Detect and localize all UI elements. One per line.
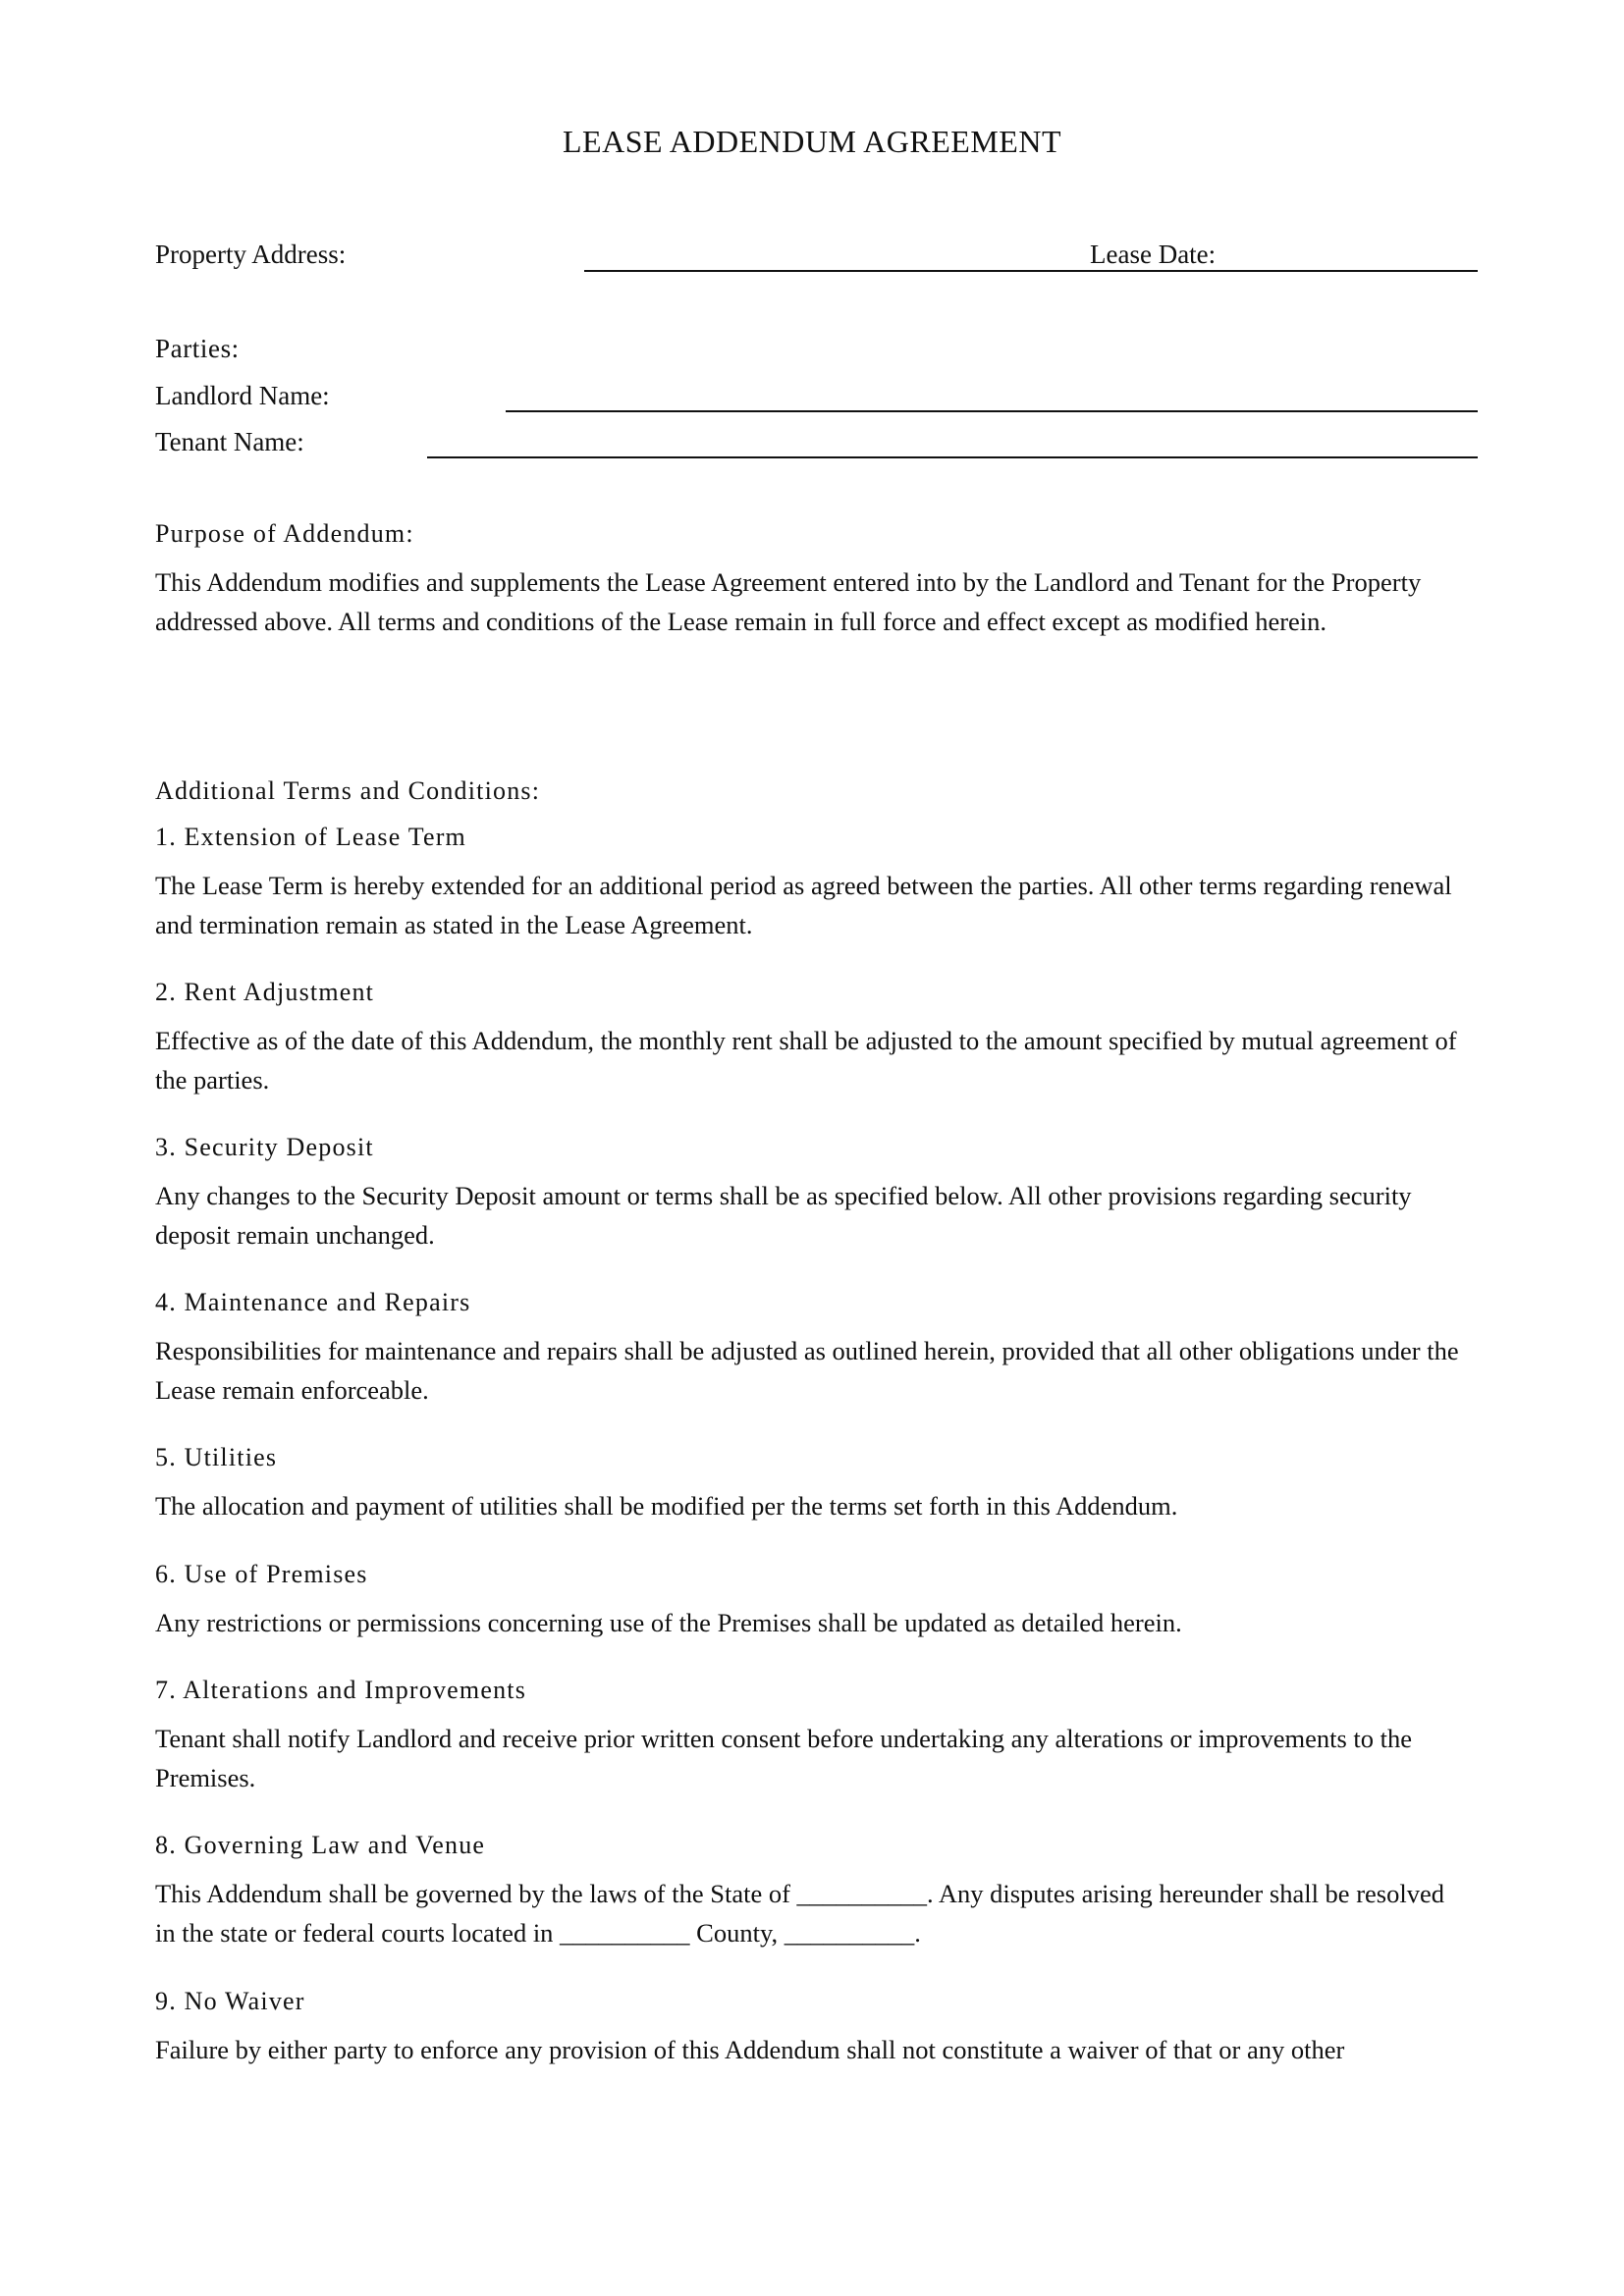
- section-heading: 6. Use of Premises: [155, 1560, 368, 1588]
- section-text: This Addendum shall be governed by the laws of the State of __________. Any disputes arising hereunder shall be resolved in the state or federal courts located in __________ County, __________.: [155, 1879, 1444, 1948]
- tenant-name-line[interactable]: [427, 456, 1478, 458]
- property-address-line[interactable]: [584, 270, 1478, 272]
- section-text: Failure by either party to enforce any provision of this Addendum shall not constitute a waiver of that or any other: [155, 2035, 1345, 2064]
- section-heading: 3. Security Deposit: [155, 1133, 374, 1161]
- terms-heading: Additional Terms and Conditions:: [155, 776, 541, 805]
- section-text: Any changes to the Security Deposit amount or terms shall be as specified below. All other provisions regarding security deposit remain unchanged.: [155, 1181, 1412, 1250]
- section-heading: 1. Extension of Lease Term: [155, 823, 466, 851]
- parties-heading: Parties:: [155, 334, 240, 363]
- section-text: The allocation and payment of utilities shall be modified per the terms set forth in this Addendum.: [155, 1491, 1178, 1521]
- purpose-heading: Purpose of Addendum:: [155, 519, 414, 548]
- purpose-text: This Addendum modifies and supplements the Lease Agreement entered into by the Landlord and Tenant for the Property addressed above. All terms and conditions of the Lease remain in full force and effect except as modified herein.: [155, 567, 1422, 636]
- section-text: Any restrictions or permissions concerning use of the Premises shall be updated as detailed herein.: [155, 1608, 1182, 1637]
- lease-date-label: Lease Date:: [1090, 240, 1217, 269]
- section-text: Effective as of the date of this Addendum, the monthly rent shall be adjusted to the amount specified by mutual agreement of the parties.: [155, 1026, 1457, 1095]
- landlord-name-line[interactable]: [506, 410, 1478, 412]
- section-heading: 2. Rent Adjustment: [155, 978, 375, 1006]
- section-heading: 9. No Waiver: [155, 1987, 305, 2015]
- section-text: Tenant shall notify Landlord and receive prior written consent before undertaking any alterations or improvements to the Premises.: [155, 1724, 1413, 1792]
- tenant-name-label: Tenant Name:: [155, 427, 304, 456]
- section-text: Responsibilities for maintenance and repairs shall be adjusted as outlined herein, provided that all other obligations under the Lease remain enforceable.: [155, 1336, 1459, 1405]
- section-heading: 7. Alterations and Improvements: [155, 1676, 527, 1704]
- section-heading: 4. Maintenance and Repairs: [155, 1288, 471, 1316]
- landlord-name-label: Landlord Name:: [155, 381, 330, 410]
- property-address-label: Property Address:: [155, 240, 347, 269]
- document-title: LEASE ADDENDUM AGREEMENT: [563, 124, 1061, 159]
- section-heading: 5. Utilities: [155, 1443, 278, 1471]
- section-text: The Lease Term is hereby extended for an additional period as agreed between the parties. All other terms regarding renewal and termination remain as stated in the Lease Agreement.: [155, 871, 1452, 939]
- section-heading: 8. Governing Law and Venue: [155, 1831, 486, 1859]
